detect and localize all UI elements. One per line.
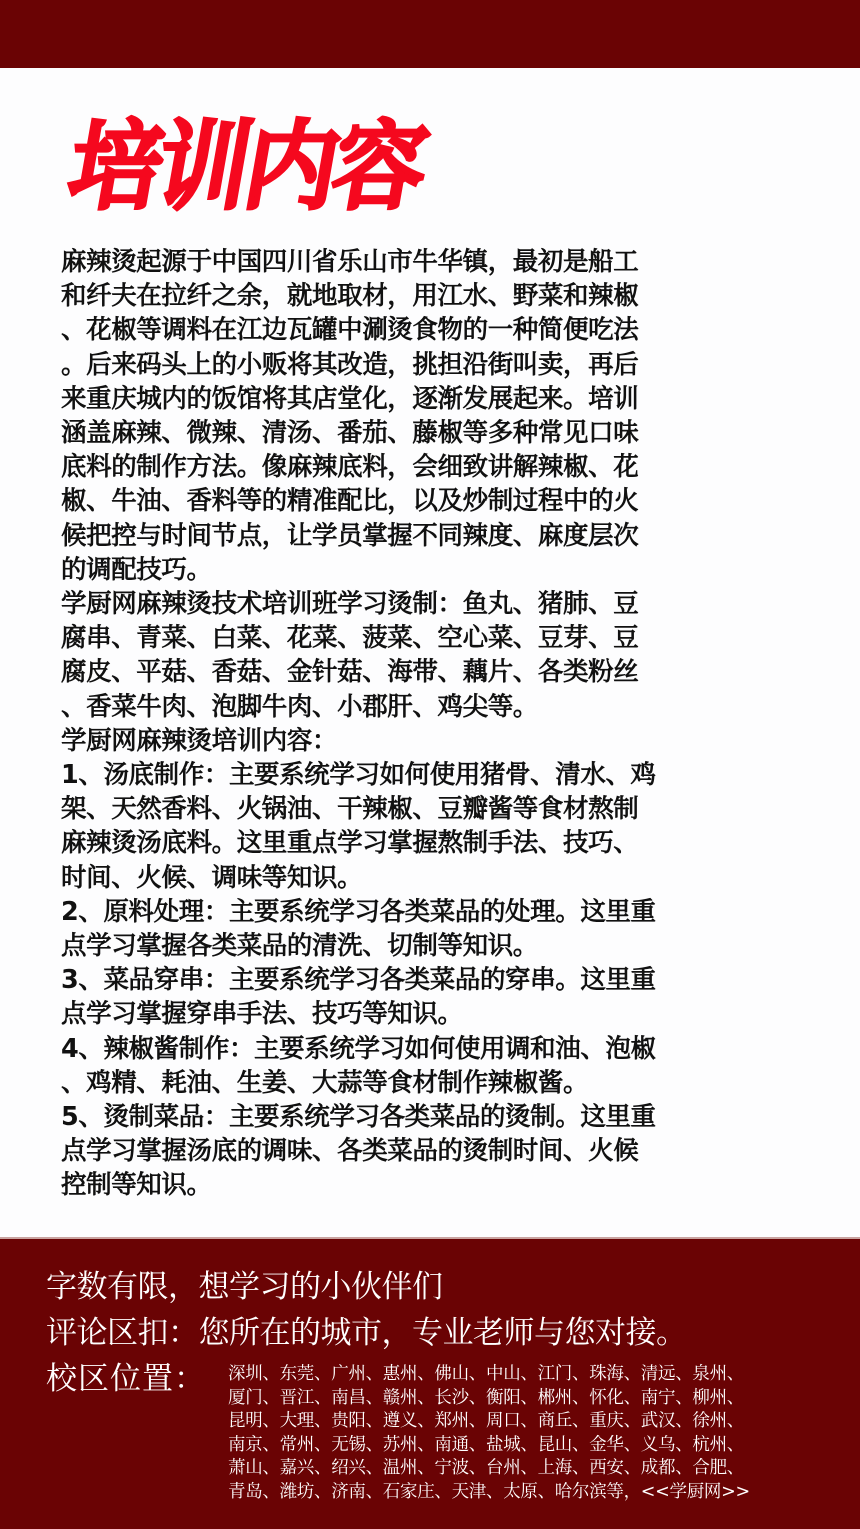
content-line: 、鸡精、耗油、生姜、大蒜等食材制作辣椒酱。	[61, 1067, 589, 1098]
content-line: 点学习掌握穿串手法、技巧等知识。	[61, 999, 463, 1030]
footer-banner	[0, 1237, 860, 1529]
content-line: 麻辣烫起源于中国四川省乐山市牛华镇，最初是船工	[61, 247, 639, 277]
footer-line-limited: 字数有限，想学习的小伙伴们	[46, 1269, 443, 1305]
city-line: 厦门、晋江、南昌、赣州、长沙、衡阳、郴州、怀化、南宁、柳州、	[228, 1387, 744, 1408]
campus-label: 校区位置：	[46, 1361, 206, 1397]
content-line: 学厨网麻辣烫技术培训班学习烫制：鱼丸、猪肺、豆	[61, 589, 639, 620]
content-line: 候把控与时间节点，让学员掌握不同辣度、麻度层次	[61, 520, 639, 551]
content-line: 、花椒等调料在江边瓦罐中涮烫食物的一种简便吃法	[61, 315, 639, 346]
content-line: 椒、牛油、香料等的精准配比，以及炒制过程中的火	[61, 486, 639, 517]
city-line: 南京、常州、无锡、苏州、南通、盐城、昆山、金华、义乌、杭州、	[228, 1434, 744, 1455]
top-banner	[0, 0, 860, 68]
content-line: 4、辣椒酱制作：主要系统学习如何使用调和油、泡椒	[61, 1033, 656, 1064]
content-line: 架、天然香料、火锅油、干辣椒、豆瓣酱等食材熬制	[61, 794, 639, 825]
content-line: 。后来码头上的小贩将其改造，挑担沿街叫卖，再后	[61, 349, 639, 380]
city-line: 萧山、嘉兴、绍兴、温州、宁波、台州、上海、西安、成都、合肥、	[228, 1458, 744, 1479]
content-line: 来重庆城内的饭馆将其店堂化，逐渐发展起来。培训	[61, 383, 639, 414]
content-line: 控制等知识。	[61, 1170, 212, 1201]
content-line: 5、烫制菜品：主要系统学习各类菜品的烫制。这里重	[61, 1102, 656, 1133]
content-line: 麻辣烫汤底料。这里重点学习掌握熬制手法、技巧、	[61, 828, 639, 859]
content-line: 涵盖麻辣、微辣、清汤、番茄、藤椒等多种常见口味	[61, 418, 639, 449]
content-line: 3、菜品穿串：主要系统学习各类菜品的穿串。这里重	[61, 965, 656, 996]
content-line: 底料的制作方法。像麻辣底料，会细致讲解辣椒、花	[61, 452, 639, 483]
content-line: 2、原料处理：主要系统学习各类菜品的处理。这里重	[61, 896, 656, 927]
city-line: 昆明、大理、贵阳、遵义、郑州、周口、商丘、重庆、武汉、徐州、	[228, 1411, 744, 1432]
city-line: 青岛、潍坊、济南、石家庄、天津、太原、哈尔滨等，<<学厨网>>	[228, 1481, 750, 1502]
content-line: 的调配技巧。	[61, 554, 212, 585]
content-line: 学厨网麻辣烫培训内容：	[61, 725, 338, 756]
content-line: 1、汤底制作：主要系统学习如何使用猪骨、清水、鸡	[61, 760, 656, 791]
content-line: 点学习掌握各类菜品的清洗、切制等知识。	[61, 931, 538, 962]
content-line: 腐皮、平菇、香菇、金针菇、海带、藕片、各类粉丝	[61, 657, 639, 688]
content-line: 腐串、青菜、白菜、花菜、菠菜、空心菜、豆芽、豆	[61, 623, 639, 654]
content-line: 时间、火候、调味等知识。	[61, 862, 363, 893]
city-line: 深圳、东莞、广州、惠州、佛山、中山、江门、珠海、清远、泉州、	[228, 1364, 744, 1384]
content-line: 点学习掌握汤底的调味、各类菜品的烫制时间、火候	[61, 1136, 639, 1167]
content-line: 、香菜牛肉、泡脚牛肉、小郡肝、鸡尖等。	[61, 691, 538, 722]
content-line: 和纤夫在拉纤之余，就地取材，用江水、野菜和辣椒	[61, 281, 639, 312]
campus-city-list	[228, 1363, 828, 1505]
page-title: 培训内容	[60, 110, 433, 223]
training-content	[61, 245, 791, 1203]
footer-line-comment: 评论区扣：您所在的城市，专业老师与您对接。	[46, 1315, 687, 1351]
